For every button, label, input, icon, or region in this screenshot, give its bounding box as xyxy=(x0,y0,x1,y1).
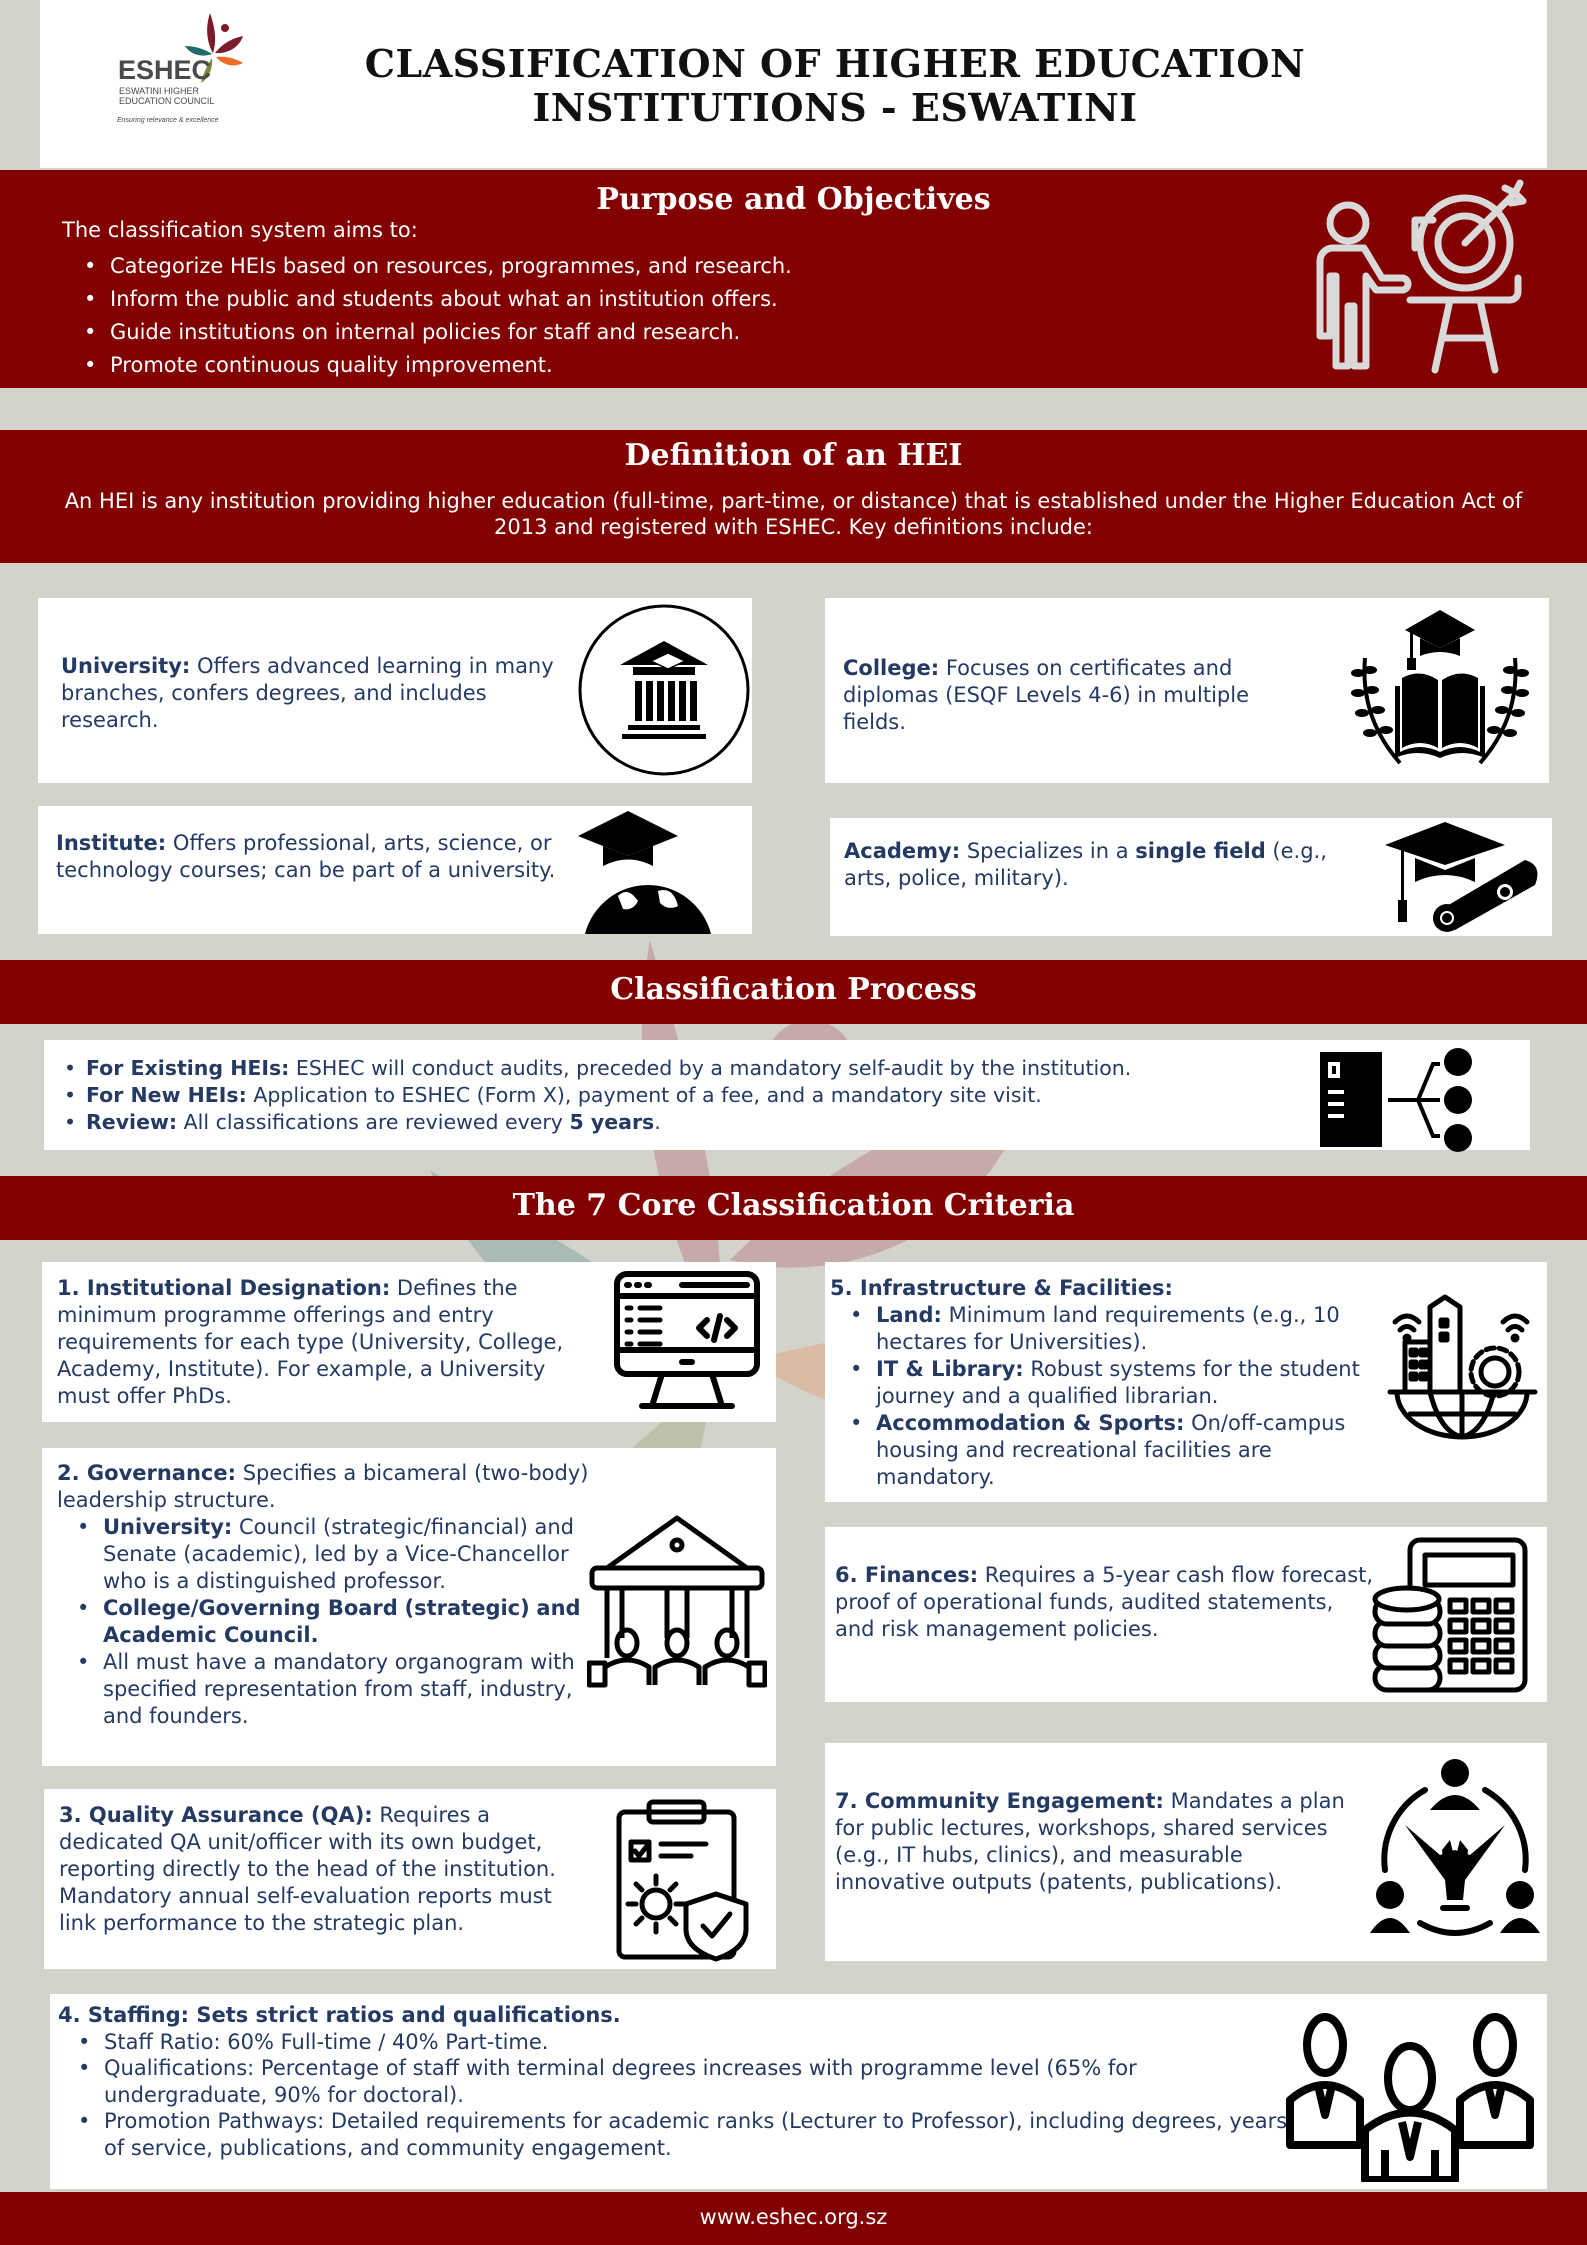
document-flowchart-icon xyxy=(1318,1034,1478,1159)
process-section xyxy=(0,960,1587,1024)
staffing-list xyxy=(58,2029,1288,2162)
purpose-title: Purpose and Objectives xyxy=(596,182,991,217)
academy-desc-before: Specializes in a xyxy=(966,839,1129,863)
review-period: 5 years xyxy=(569,1110,655,1134)
process-item-label: For Existing HEIs: xyxy=(86,1056,290,1080)
definition-text: An HEI is any institution providing higher education (full-time, part-time, or distance) that is established under the Higher Education Act of 2013 and registered with ESHEC. Key definitions include: xyxy=(64,489,1523,539)
criterion-6-label: 6. Finances: xyxy=(835,1563,979,1587)
infrastructure-item-label: IT & Library: xyxy=(876,1357,1024,1381)
infrastructure-item-label: Land: xyxy=(876,1303,942,1327)
criterion-1-text xyxy=(57,1275,577,1410)
university-building-icon xyxy=(578,603,750,778)
logo-wordmark: ESHEC xyxy=(118,55,212,85)
purpose-section xyxy=(0,170,1587,388)
staffing-item-ratio: • Staff Ratio: 60% Full-time / 40% Part-time. xyxy=(58,2029,1288,2056)
governance-item-text: All must have a mandatory organogram with specified representation from staff, industry, and founders. xyxy=(103,1650,575,1728)
process-item-end: . xyxy=(654,1110,661,1134)
criterion-2-desc: Specifies a bicameral (two-body) leadership structure. xyxy=(57,1461,589,1512)
criterion-3-label: 3. Quality Assurance (QA): xyxy=(59,1803,373,1827)
institute-card xyxy=(38,806,752,934)
academy-term: Academy: xyxy=(844,839,961,863)
process-item-new xyxy=(62,1082,1131,1109)
purpose-list xyxy=(80,250,792,382)
infrastructure-item-text: On/off-campus housing and recreational facilities are mandatory. xyxy=(876,1411,1346,1489)
criterion-2-label: 2. Governance: xyxy=(57,1461,237,1485)
criterion-5-text xyxy=(830,1275,1390,1491)
code-monitor-icon xyxy=(612,1268,762,1413)
infrastructure-item-it-library xyxy=(830,1356,1390,1410)
academy-card xyxy=(830,818,1552,936)
definition-title: Definition of an HEI xyxy=(624,438,963,473)
process-item-text: All classifications are reviewed every xyxy=(183,1110,563,1134)
staffing-item-qualifications: • Qualifications: Percentage of staff with terminal degrees increases with programme level (65% for undergraduate, 90% for doctoral). xyxy=(58,2055,1288,2108)
university-term: University: xyxy=(61,654,191,678)
process-title: Classification Process xyxy=(610,972,977,1007)
college-text xyxy=(843,655,1283,736)
institute-desc: Offers professional, arts, science, or technology courses; can be part of a university. xyxy=(56,831,556,882)
logo-subtitle-line2: EDUCATION COUNCIL xyxy=(119,96,215,106)
process-item-review xyxy=(62,1109,1131,1136)
staffing-item-promotion: • Promotion Pathways: Detailed requirements for academic ranks (Lecturer to Professor), including degrees, years of service, publications, and community engagement. xyxy=(58,2108,1288,2161)
governance-item-label2: and Academic Council. xyxy=(103,1596,581,1647)
website-link[interactable]: www.eshec.org.sz xyxy=(699,2205,888,2229)
process-item-text: Application to ESHEC (Form X), payment of a fee, and a mandatory site visit. xyxy=(253,1083,1042,1107)
page-title-line2: INSTITUTIONS - ESWATINI xyxy=(532,85,1138,130)
governance-item-label: University: xyxy=(103,1515,233,1539)
criterion-3-desc: Requires a dedicated QA unit/officer with its own budget, reporting directly to the head of the institution. Mandatory annual self-evaluation reports must link performance to the strategic plan. xyxy=(59,1803,556,1935)
infrastructure-list xyxy=(830,1302,1390,1491)
criterion-7-desc: Mandates a plan for public lectures, workshops, shared services (e.g., IT hubs, clinics), and measurable innovative outputs (patents, publications). xyxy=(835,1789,1345,1894)
book-laurel-icon xyxy=(1340,608,1540,773)
institute-term: Institute: xyxy=(56,831,167,855)
process-item-label: Review: xyxy=(86,1110,178,1134)
purpose-item: • Promote continuous quality improvement. xyxy=(80,349,792,382)
criterion-community-engagement xyxy=(825,1743,1547,1961)
governance-item-university xyxy=(57,1514,607,1595)
staff-group-icon xyxy=(1285,2010,1535,2182)
infrastructure-item-text: Minimum land requirements (e.g., 10 hectares for Universities). xyxy=(876,1303,1340,1354)
criterion-7-label: 7. Community Engagement: xyxy=(835,1789,1164,1813)
criteria-section xyxy=(0,1176,1587,1240)
purpose-intro: The classification system aims to: xyxy=(62,218,418,242)
college-desc: Focuses on certificates and diplomas (ESQF Levels 4-6) in multiple fields. xyxy=(843,656,1249,734)
infrastructure-item-text: Robust systems for the student journey and a qualified librarian. xyxy=(876,1357,1360,1408)
criterion-6-text xyxy=(835,1562,1375,1643)
academy-text xyxy=(844,838,1344,892)
academy-desc-after: (e.g., arts, police, military). xyxy=(844,839,1327,890)
criterion-staffing xyxy=(50,1994,1547,2189)
footer xyxy=(0,2192,1587,2245)
governance-building-people-icon xyxy=(587,1513,767,1688)
criterion-1-label: 1. Institutional Designation: xyxy=(57,1276,391,1300)
criterion-1-desc: Defines the minimum programme offerings and entry requirements for each type (University, College, Academy, Institute). For example, a University must offer PhDs. xyxy=(57,1276,564,1408)
governance-list xyxy=(57,1514,607,1730)
governance-item-organogram xyxy=(57,1649,607,1730)
academy-desc-bold: single field xyxy=(1135,839,1266,863)
governance-item-text: Council (strategic/financial) and Senate (academic), led by a Vice-Chancellor who is a distinguished professor. xyxy=(103,1515,575,1593)
community-hands-icon xyxy=(1370,1755,1540,1950)
college-card xyxy=(825,598,1549,783)
criterion-institutional-designation xyxy=(42,1262,776,1422)
presenter-target-icon xyxy=(1310,178,1550,378)
process-item-text: ESHEC will conduct audits, preceded by a mandatory self-audit by the institution. xyxy=(295,1056,1132,1080)
university-desc: Offers advanced learning in many branches, confers degrees, and includes research. xyxy=(61,654,554,732)
criterion-4-text xyxy=(58,2002,1288,2161)
calculator-coins-icon xyxy=(1370,1535,1530,1700)
governance-item-label: College/Governing Board xyxy=(103,1596,398,1620)
governance-item-mid: (strategic) xyxy=(404,1596,530,1620)
infrastructure-item-land xyxy=(830,1302,1390,1356)
process-item-existing xyxy=(62,1055,1131,1082)
purpose-item: • Guide institutions on internal policies for staff and research. xyxy=(80,316,792,349)
page-title xyxy=(300,42,1370,130)
purpose-item: • Categorize HEIs based on resources, programmes, and research. xyxy=(80,250,792,283)
definition-section xyxy=(0,430,1587,563)
process-item-label: For New HEIs: xyxy=(86,1083,247,1107)
institute-text xyxy=(56,830,556,884)
criterion-finances xyxy=(825,1527,1547,1702)
criterion-6-desc: Requires a 5-year cash flow forecast, proof of operational funds, audited statements, and risk management policies. xyxy=(835,1563,1374,1641)
cap-diploma-icon xyxy=(1385,820,1550,932)
header xyxy=(40,0,1547,168)
university-text xyxy=(61,653,561,734)
smart-city-icon xyxy=(1385,1292,1540,1442)
purpose-item: • Inform the public and students about what an institution offers. xyxy=(80,283,792,316)
logo-tagline: Ensuring relevance & excellence xyxy=(117,117,219,124)
infrastructure-item-accommodation xyxy=(830,1410,1390,1491)
page-title-line1: CLASSIFICATION OF HIGHER EDUCATION xyxy=(364,41,1306,86)
criterion-3-text xyxy=(59,1802,579,1937)
criterion-quality-assurance xyxy=(44,1789,776,1969)
criterion-4-label: 4. Staffing: Sets strict ratios and qualifications. xyxy=(58,2003,621,2027)
criterion-governance xyxy=(42,1448,776,1766)
process-list xyxy=(62,1055,1131,1136)
college-term: College: xyxy=(843,656,940,680)
criterion-5-label: 5. Infrastructure & Facilities: xyxy=(830,1276,1173,1300)
logo-subtitle-line1: ESWATINI HIGHER xyxy=(119,86,200,96)
university-card xyxy=(38,598,752,783)
globe-graduation-cap-icon xyxy=(578,811,728,934)
criterion-2-text xyxy=(57,1460,607,1730)
logo-subtitle xyxy=(119,86,239,106)
criterion-infrastructure xyxy=(825,1262,1547,1502)
infrastructure-item-label: Accommodation & Sports: xyxy=(876,1411,1185,1435)
governance-item-college xyxy=(57,1595,607,1649)
criterion-7-text xyxy=(835,1788,1355,1896)
criteria-title: The 7 Core Classification Criteria xyxy=(512,1188,1075,1223)
clipboard-gear-shield-icon xyxy=(611,1794,761,1964)
